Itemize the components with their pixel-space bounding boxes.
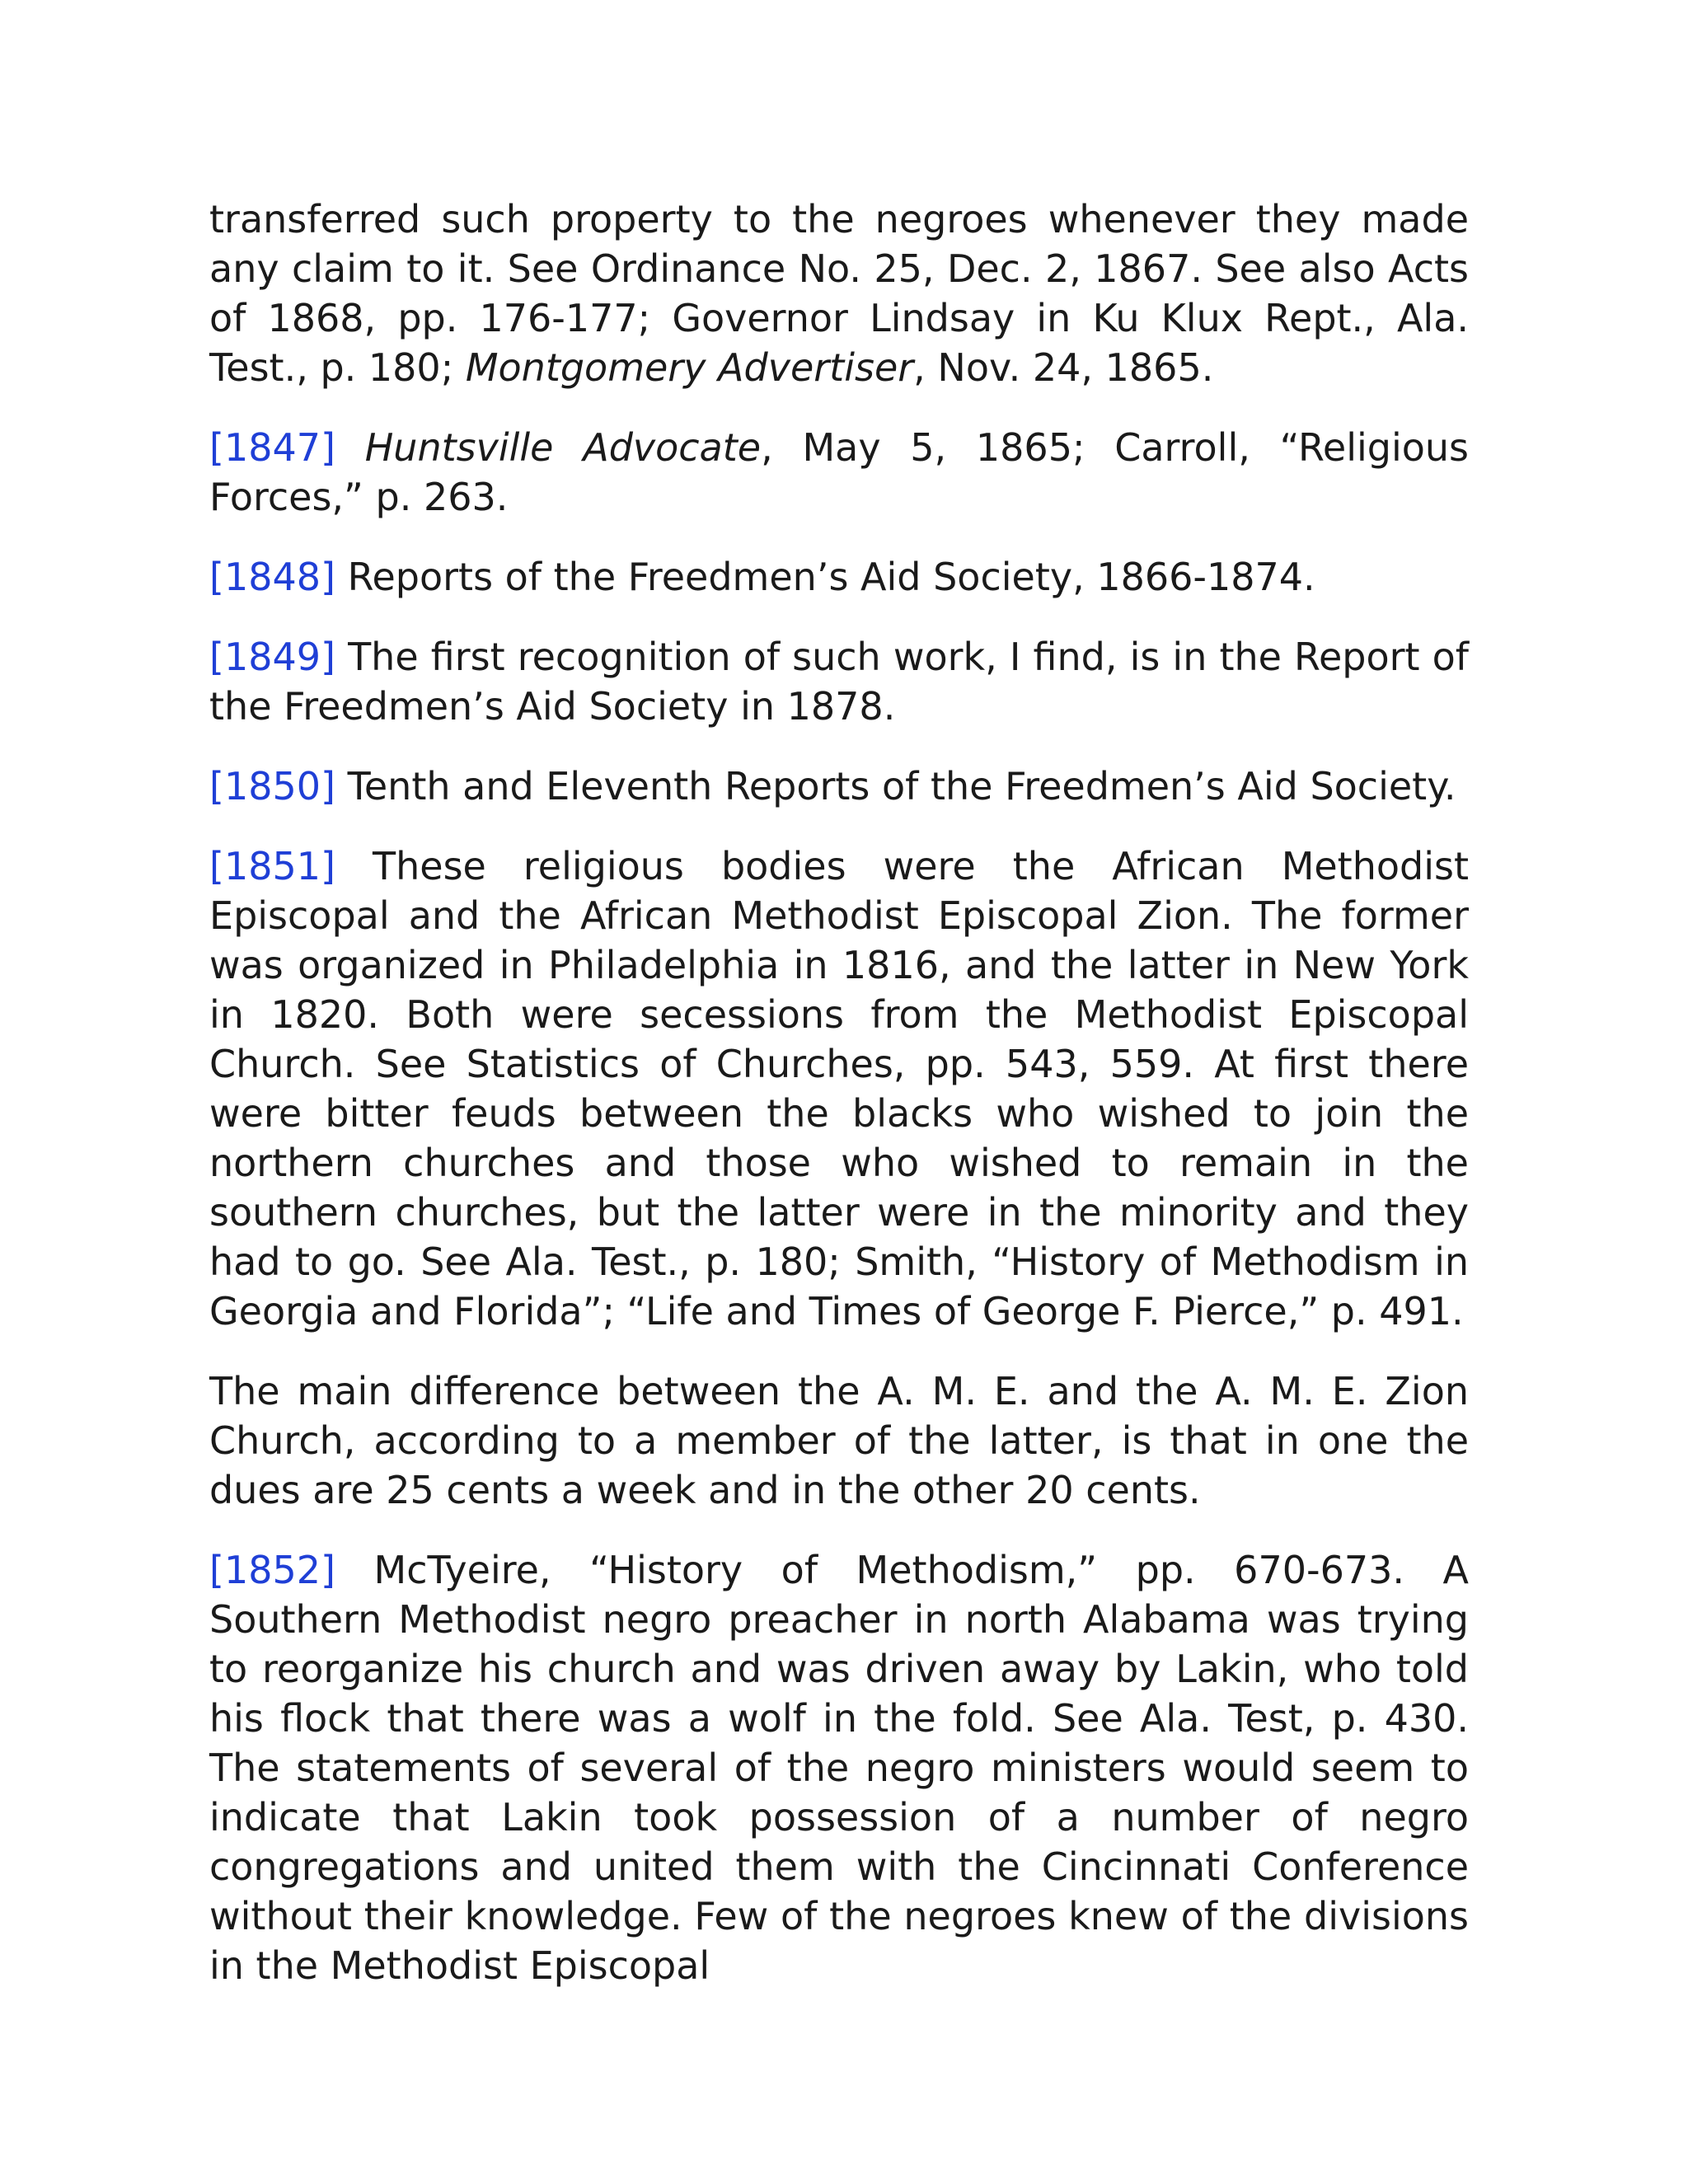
footnote-1851: [209, 841, 1469, 1336]
footnote-continuation: [209, 194, 1469, 392]
footnote-1848-text: Reports of the Freedmen’s Aid Society, 1866-1874.: [335, 555, 1315, 599]
footnote-1850: [209, 762, 1469, 811]
footnotes-page: [209, 194, 1469, 1990]
footnote-1850-text: Tenth and Eleventh Reports of the Freedmen’s Aid Society.: [335, 764, 1456, 808]
footnote-1852-text: McTyeire, “History of Methodism,” pp. 670-673. A Southern Methodist negro preacher in north Alabama was trying to reorganize his church and was driven away by Lakin, who told his flock that there was a wolf in the fold. See Ala. Test, p. 430. The statements of several of the negro ministers would seem to indicate that Lakin took possession of a number of negro congregations and united them with the Cincinnati Conference without their knowledge. Few of the negroes knew of the divisions in the Methodist Episcopal: [209, 1548, 1469, 1988]
footnote-1851-note: [209, 1366, 1469, 1515]
continuation-text-end: , Nov. 24, 1865.: [913, 345, 1214, 390]
footnote-1848: [209, 552, 1469, 602]
footnote-1851-text: These religious bodies were the African Methodist Episcopal and the African Methodist Episcopal Zion. The former was organized in Philadelphia in 1816, and the latter in New York in 1820. Both were secessions from the Methodist Episcopal Church. See Statistics of Churches, pp. 543, 559. At first there were bitter feuds between the blacks who wished to join the northern churches and those who wished to remain in the southern churches, but the latter were in the minority and they had to go. See Ala. Test., p. 180; Smith, “History of Methodism in Georgia and Florida”; “Life and Times of George F. Pierce,” p. 491.: [209, 844, 1469, 1333]
footnote-1847-text: , May 5, 1865; Carroll, “Religious Forces,” p. 263.: [209, 425, 1469, 519]
footnote-ref-1848-link[interactable]: [1848]: [209, 555, 335, 599]
footnote-1852: [209, 1545, 1469, 1990]
footnote-ref-1851-link[interactable]: [1851]: [209, 844, 335, 888]
footnote-1849-text: The first recognition of such work, I find, is in the Report of the Freedmen’s Aid Society in 1878.: [209, 635, 1469, 729]
footnote-ref-1850-link[interactable]: [1850]: [209, 764, 335, 808]
continuation-italic-source: Montgomery Advertiser: [465, 345, 914, 390]
footnote-ref-1852-link[interactable]: [1852]: [209, 1548, 335, 1592]
footnote-1851-note-text: The main difference between the A. M. E. and the A. M. E. Zion Church, according to a member of the latter, is that in one the dues are 25 cents a week and in the other 20 cents.: [209, 1369, 1469, 1512]
continuation-text: transferred such property to the negroes whenever they made any claim to it. See Ordinance No. 25, Dec. 2, 1867. See also Acts of 1868, pp. 176-177; Governor Lindsay in Ku Klux Rept., Ala. Test., p. 180;: [209, 197, 1469, 390]
footnote-ref-1849-link[interactable]: [1849]: [209, 635, 335, 679]
footnote-1847-italic-source: Huntsville Advocate: [364, 425, 762, 470]
footnote-1847: [209, 423, 1469, 522]
footnote-ref-1847-link[interactable]: [1847]: [209, 425, 335, 470]
footnote-1849: [209, 632, 1469, 731]
